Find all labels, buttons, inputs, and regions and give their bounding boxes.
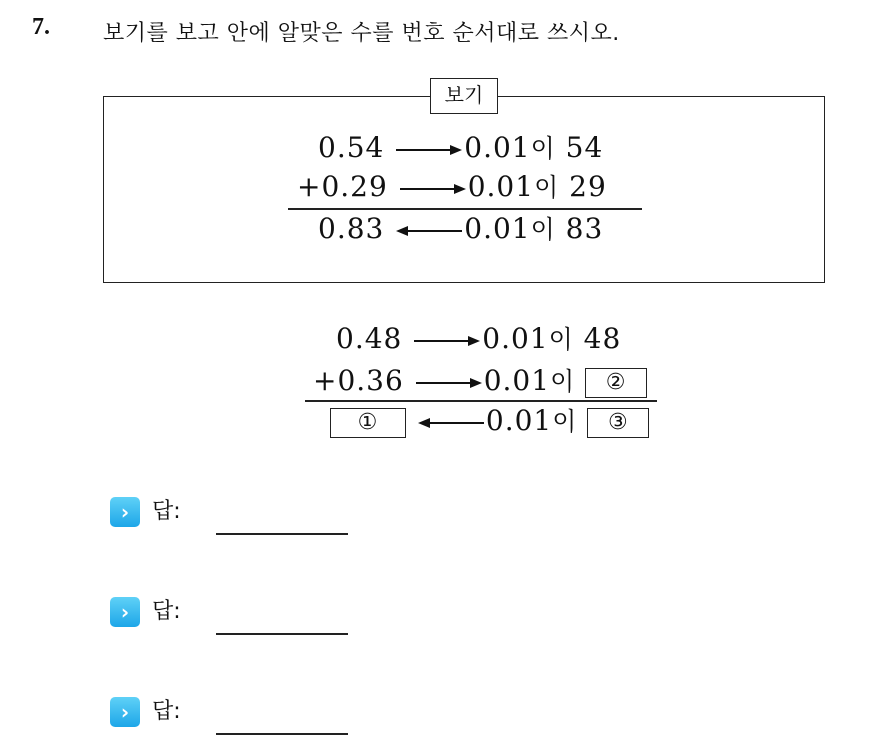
- answer-label: 답:: [152, 599, 181, 624]
- problem-line-3: [330, 404, 649, 439]
- example-sum-rule: [288, 208, 642, 210]
- problem-line-1-particle: 이: [548, 325, 574, 354]
- right-arrow-icon: [400, 182, 466, 196]
- example-label: 보기: [430, 78, 498, 114]
- right-arrow-icon: [414, 334, 480, 348]
- answer-box-1[interactable]: ①: [330, 408, 406, 438]
- chevron-right-icon: ›: [110, 497, 140, 527]
- answer-label: 답:: [152, 499, 181, 524]
- example-line-3-count: 83: [565, 212, 604, 245]
- problem-line-2-particle: 이: [550, 367, 576, 396]
- answer-box-2[interactable]: ②: [585, 368, 647, 398]
- example-line-3: [318, 212, 603, 247]
- left-arrow-icon: [396, 224, 462, 238]
- right-arrow-icon: [396, 143, 462, 157]
- chevron-right-icon: ›: [110, 697, 140, 727]
- example-line-1-unit: 0.01: [464, 131, 531, 164]
- example-line-3-unit: 0.01: [464, 212, 531, 245]
- example-line-3-particle: 이: [530, 215, 556, 244]
- problem-line-3-unit: 0.01: [485, 404, 553, 437]
- answer-box-3[interactable]: ③: [587, 408, 649, 438]
- problem-line-1: [336, 322, 621, 357]
- example-line-2-left: +0.29: [297, 170, 388, 203]
- answer-blank[interactable]: [216, 733, 348, 735]
- example-line-2-particle: 이: [534, 173, 560, 202]
- example-line-1-particle: 이: [530, 134, 556, 163]
- problem-line-2: [313, 364, 647, 399]
- example-line-1-left: 0.54: [318, 131, 385, 164]
- example-line-3-left: 0.83: [318, 212, 385, 245]
- problem-line-3-particle: 이: [552, 407, 578, 436]
- left-arrow-icon: [418, 416, 484, 430]
- example-line-1: [318, 131, 603, 166]
- answer-label: 답:: [152, 699, 181, 724]
- question-number: 7.: [32, 14, 50, 40]
- example-line-1-count: 54: [565, 131, 604, 164]
- answer-blank[interactable]: [216, 533, 348, 535]
- example-line-2: [297, 170, 607, 205]
- problem-line-1-unit: 0.01: [482, 322, 549, 355]
- problem-line-1-left: 0.48: [336, 322, 403, 355]
- problem-line-2-unit: 0.01: [483, 364, 551, 397]
- example-line-2-count: 29: [569, 170, 607, 203]
- example-line-2-unit: 0.01: [467, 170, 535, 203]
- problem-line-2-left: +0.36: [313, 364, 404, 397]
- answer-blank[interactable]: [216, 633, 348, 635]
- chevron-right-icon: ›: [110, 597, 140, 627]
- problem-sum-rule: [305, 400, 657, 402]
- question-text: 보기를 보고 안에 알맞은 수를 번호 순서대로 쓰시오.: [103, 21, 620, 46]
- problem-line-1-count: 48: [583, 322, 622, 355]
- right-arrow-icon: [416, 376, 482, 390]
